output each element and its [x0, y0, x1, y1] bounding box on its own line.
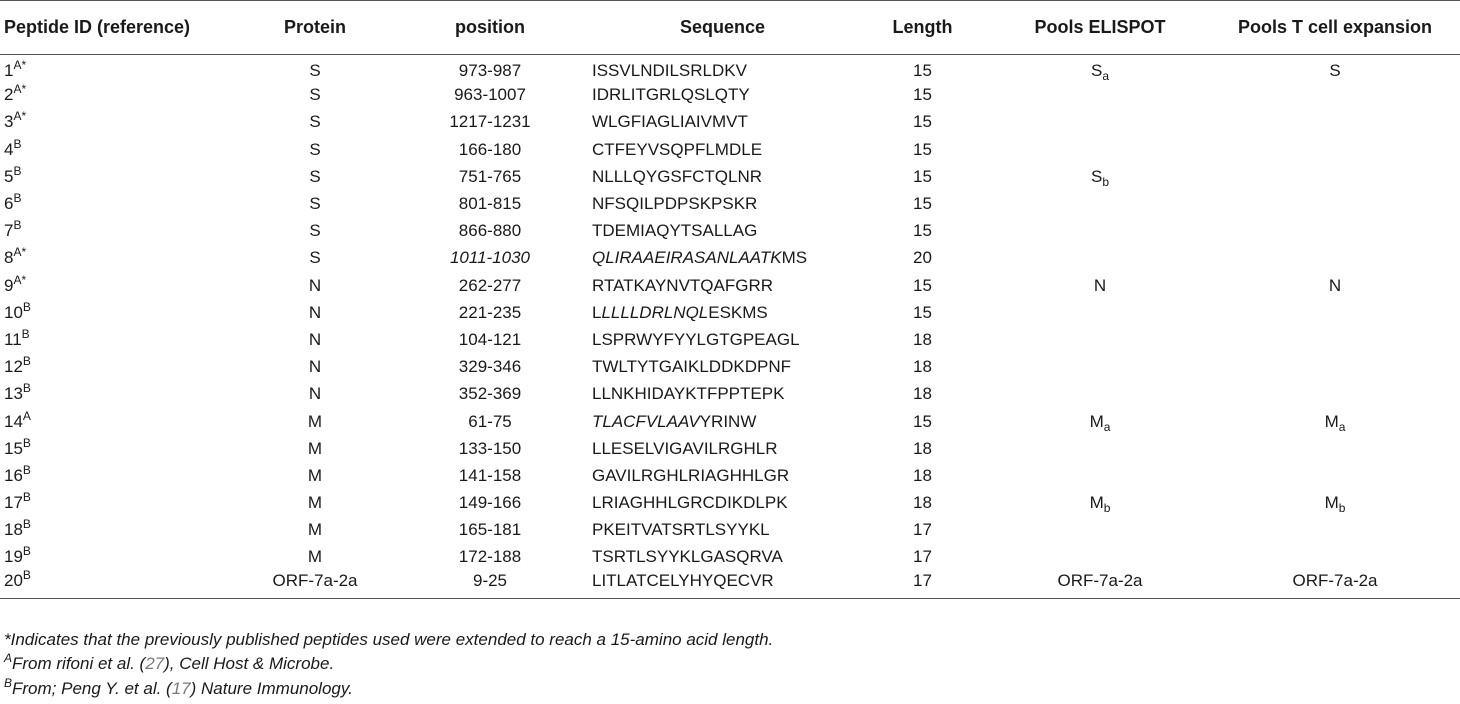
header-pools-t-cell-expansion: Pools T cell expansion [1210, 1, 1460, 55]
cell-pools-expansion [1210, 245, 1460, 272]
cell-peptide-id [0, 245, 240, 272]
cell-length: 18 [913, 384, 932, 404]
cell-peptide-id [0, 109, 240, 136]
peptide-id: 4 [4, 139, 14, 159]
cell-length: 15 [913, 194, 932, 214]
cell-protein: S [309, 248, 321, 268]
cell-position: 172-188 [458, 547, 522, 567]
footnote-a-ref-link[interactable]: 27 [145, 654, 165, 673]
cell-pools-elispot [990, 218, 1210, 245]
cell-pools-expansion [1210, 272, 1460, 299]
cell-sequence [590, 517, 855, 544]
cell-position: 61-75 [468, 411, 512, 431]
cell-pools-elispot [990, 82, 1210, 109]
cell-protein: S [309, 194, 321, 214]
sequence-text: LLESELVIGAVILRGHLR [592, 438, 778, 458]
pool-label: N [1093, 275, 1107, 295]
peptide-id: 20 [4, 571, 23, 591]
pool-label: M [1089, 411, 1104, 431]
cell-peptide-id [0, 326, 240, 353]
peptide-id: 3 [4, 112, 14, 132]
peptide-id: 11 [4, 329, 22, 349]
cell-position: 963-1007 [454, 85, 526, 105]
pool-label: M [1089, 493, 1104, 513]
table-row [0, 571, 1460, 598]
cell-position: 221-235 [458, 302, 522, 322]
cell-position: 9-25 [390, 571, 590, 598]
cell-pools-elispot [990, 55, 1210, 82]
reference-marker: B [22, 517, 31, 532]
reference-marker: B [13, 163, 22, 178]
cell-pools-elispot [990, 435, 1210, 462]
cell-length: 17 [913, 547, 932, 567]
peptide-id: 13 [4, 384, 23, 404]
cell-length: 17 [913, 520, 932, 540]
table-header [0, 1, 1460, 55]
table-row [0, 462, 1460, 489]
table-row [0, 408, 1460, 435]
pool-label: S [1090, 61, 1103, 81]
cell-pools-expansion [1210, 299, 1460, 326]
cell-pools-elispot [990, 163, 1210, 190]
cell-length: 18 [913, 465, 932, 485]
cell-length: 18 [913, 493, 932, 513]
cell-sequence [590, 272, 855, 299]
table-row [0, 136, 1460, 163]
sequence-text: MS [781, 248, 808, 268]
reference-marker: B [13, 218, 22, 233]
footnote-a-marker: A [4, 651, 13, 665]
header-peptide-id: Peptide ID (reference) [0, 1, 240, 55]
cell-pools-elispot [990, 462, 1210, 489]
cell-sequence [590, 490, 855, 517]
peptide-id: 17 [4, 493, 23, 513]
cell-length: 18 [913, 357, 932, 377]
cell-peptide-id [0, 544, 240, 571]
cell-protein: N [308, 302, 322, 322]
cell-position: 141-158 [458, 465, 522, 485]
cell-sequence [590, 408, 855, 435]
table-row [0, 517, 1460, 544]
cell-position: 1217-1231 [449, 112, 531, 132]
cell-sequence [590, 462, 855, 489]
peptide-id: 15 [4, 438, 23, 458]
cell-pools-expansion [1210, 435, 1460, 462]
cell-peptide-id [0, 55, 240, 82]
reference-marker: A [22, 408, 31, 423]
sequence-text: LSPRWYFYYLGTGPEAGL [592, 329, 800, 349]
peptide-id: 19 [4, 547, 23, 567]
sequence-text: TSRTLSYYKLGASQRVA [592, 547, 783, 567]
pool-subscript: b [1338, 501, 1346, 516]
table-row [0, 109, 1460, 136]
cell-protein: M [307, 411, 323, 431]
sequence-text: CTFEYVSQPFLMDLE [592, 139, 763, 159]
reference-marker: A* [13, 82, 27, 97]
cell-position: 133-150 [458, 438, 522, 458]
cell-position: 165-181 [458, 520, 522, 540]
cell-protein: S [309, 61, 321, 81]
peptide-id: 10 [4, 302, 23, 322]
peptide-id: 5 [4, 166, 14, 186]
reference-marker: A* [13, 272, 27, 287]
cell-protein: M [307, 493, 323, 513]
sequence-italic-part: QLIRAAEIRASANLAATK [592, 248, 782, 268]
peptide-id: 16 [4, 465, 23, 485]
cell-pools-expansion [1210, 408, 1460, 435]
reference-marker: B [22, 568, 31, 583]
cell-pools-expansion [1210, 462, 1460, 489]
cell-pools-expansion [1210, 381, 1460, 408]
reference-marker: B [22, 544, 31, 559]
cell-protein: M [307, 547, 323, 567]
cell-peptide-id [0, 82, 240, 109]
sequence-italic-part: LLLLDRLNQL [601, 302, 709, 322]
cell-position: 262-277 [458, 275, 522, 295]
peptide-id: 6 [4, 194, 14, 214]
table-row [0, 190, 1460, 217]
cell-position: 352-369 [458, 384, 522, 404]
cell-pools-elispot [990, 571, 1210, 598]
cell-pools-expansion [1210, 354, 1460, 381]
header-pools-elispot: Pools ELISPOT [990, 1, 1210, 55]
cell-protein: N [308, 384, 322, 404]
peptide-id: 7 [4, 221, 14, 241]
peptide-id: 2 [4, 85, 14, 105]
pool-label: M [1324, 493, 1339, 513]
cell-peptide-id [0, 163, 240, 190]
cell-sequence [590, 354, 855, 381]
reference-marker: B [13, 136, 22, 151]
cell-length: 15 [913, 411, 932, 431]
cell-position: 751-765 [458, 166, 522, 186]
cell-pools-elispot [990, 490, 1210, 517]
sequence-prefix: L [592, 302, 602, 322]
sequence-text: LRIAGHHLGRCDIKDLPK [592, 493, 788, 513]
sequence-text: GAVILRGHLRIAGHHLGR [592, 465, 790, 485]
table-row [0, 245, 1460, 272]
cell-sequence [590, 218, 855, 245]
reference-marker: B [22, 299, 31, 314]
cell-position: 149-166 [458, 493, 522, 513]
cell-pools-elispot [990, 299, 1210, 326]
pool-subscript: b [1103, 501, 1111, 516]
cell-protein: S [309, 221, 321, 241]
sequence-text: LLNKHIDAYKTFPPTEPK [592, 384, 785, 404]
cell-pools-elispot [990, 190, 1210, 217]
pool-label: N [1328, 275, 1342, 295]
reference-marker: B [13, 191, 22, 206]
peptide-id: 12 [4, 357, 23, 377]
cell-pools-elispot [990, 245, 1210, 272]
cell-protein: S [309, 85, 321, 105]
sequence-text: PKEITVATSRTLSYYKL [592, 520, 770, 540]
cell-sequence [590, 109, 855, 136]
table-row [0, 82, 1460, 109]
footnotes [4, 628, 773, 702]
footnote-a-text-end: ), Cell Host & Microbe. [164, 654, 335, 673]
cell-peptide-id [0, 435, 240, 462]
cell-length: 17 [855, 571, 990, 598]
footnote-a-text: From rifoni et al. ( [12, 654, 146, 673]
cell-position: 973-987 [458, 61, 522, 81]
cell-peptide-id [0, 190, 240, 217]
footnote-a [4, 652, 773, 677]
sequence-text: ESKMS [708, 302, 768, 322]
table-row [0, 354, 1460, 381]
table-row [0, 490, 1460, 517]
footnote-b-ref-link[interactable]: 17 [171, 679, 191, 698]
cell-length: 15 [913, 85, 932, 105]
cell-position: 104-121 [458, 329, 522, 349]
table-row [0, 544, 1460, 571]
reference-marker: B [22, 354, 31, 369]
cell-peptide-id [0, 490, 240, 517]
cell-pools-expansion [1210, 517, 1460, 544]
cell-position: 1011-1030 [449, 248, 531, 268]
table-row [0, 55, 1460, 82]
pool-label: M [1324, 411, 1339, 431]
cell-sequence [590, 299, 855, 326]
cell-protein: S [309, 139, 321, 159]
header-sequence: Sequence [590, 1, 855, 55]
cell-pools-expansion [1210, 218, 1460, 245]
cell-protein: N [308, 357, 322, 377]
cell-sequence [590, 245, 855, 272]
table-row [0, 163, 1460, 190]
cell-pools-elispot [990, 544, 1210, 571]
cell-length: 15 [913, 61, 932, 81]
cell-pools-expansion [1210, 490, 1460, 517]
cell-sequence [590, 381, 855, 408]
cell-peptide-id [0, 568, 240, 598]
cell-protein: N [308, 275, 322, 295]
cell-sequence [590, 82, 855, 109]
cell-sequence [590, 435, 855, 462]
peptide-id: 8 [4, 248, 14, 268]
cell-sequence [590, 190, 855, 217]
cell-pools-expansion [1210, 571, 1460, 598]
cell-pools-expansion [1210, 544, 1460, 571]
pool-subscript: a [1338, 419, 1346, 434]
header-protein: Protein [240, 1, 390, 55]
cell-pools-elispot [990, 517, 1210, 544]
cell-pools-expansion [1210, 326, 1460, 353]
table-body [0, 55, 1460, 599]
pool-subscript: a [1103, 419, 1111, 434]
reference-marker: B [22, 435, 31, 450]
cell-peptide-id [0, 517, 240, 544]
pool-subscript: b [1102, 174, 1110, 189]
cell-peptide-id [0, 136, 240, 163]
header-length: Length [855, 1, 990, 55]
cell-pools-expansion [1210, 55, 1460, 82]
sequence-text: ISSVLNDILSRLDKV [592, 61, 747, 81]
reference-marker: B [21, 326, 30, 341]
sequence-text: WLGFIAGLIAIVMVT [592, 112, 748, 132]
cell-peptide-id [0, 381, 240, 408]
sequence-text: LITLATCELYHYQECVR [592, 571, 774, 591]
cell-pools-expansion [1210, 190, 1460, 217]
cell-pools-elispot [990, 354, 1210, 381]
sequence-text: TDEMIAQYTSALLAG [592, 221, 758, 241]
cell-sequence [590, 544, 855, 571]
cell-protein: M [307, 438, 323, 458]
cell-peptide-id [0, 462, 240, 489]
cell-length: 15 [913, 112, 932, 132]
footnote-b-text: From; Peng Y. et al. ( [12, 679, 172, 698]
cell-pools-elispot [990, 136, 1210, 163]
sequence-text: TWLTYTGAIKLDDKDPNF [592, 357, 791, 377]
cell-pools-expansion [1210, 82, 1460, 109]
cell-protein: ORF-7a-2a [240, 571, 390, 598]
cell-pools-expansion [1210, 163, 1460, 190]
cell-length: 18 [913, 438, 932, 458]
cell-length: 18 [913, 329, 932, 349]
cell-protein: S [309, 112, 321, 132]
sequence-text: IDRLITGRLQSLQTY [592, 85, 750, 105]
cell-pools-expansion [1210, 136, 1460, 163]
cell-sequence [590, 571, 855, 598]
cell-peptide-id [0, 272, 240, 299]
pool-label: S [1090, 166, 1103, 186]
pool-subscript: a [1102, 69, 1110, 84]
sequence-text: RTATKAYNVTQAFGRR [592, 275, 774, 295]
table-row [0, 435, 1460, 462]
cell-length: 15 [913, 166, 932, 186]
sequence-italic-part: TLACFVLAAV [592, 411, 700, 431]
cell-position: 866-880 [458, 221, 522, 241]
cell-pools-elispot [990, 381, 1210, 408]
cell-length: 15 [913, 221, 932, 241]
sequence-text: NFSQILPDPSKPSKR [592, 194, 758, 214]
footnote-b-text-end: ) Nature Immunology. [190, 679, 353, 698]
table-row [0, 218, 1460, 245]
reference-marker: B [22, 381, 31, 396]
cell-sequence [590, 326, 855, 353]
footnote-b-marker: B [4, 676, 13, 690]
cell-length: 20 [913, 248, 932, 268]
cell-peptide-id [0, 218, 240, 245]
cell-length: 15 [913, 302, 932, 322]
cell-peptide-id [0, 299, 240, 326]
cell-length: 15 [913, 139, 932, 159]
cell-protein: S [309, 166, 321, 186]
sequence-text: YRINW [699, 411, 757, 431]
table-row [0, 381, 1460, 408]
cell-pools-expansion [1210, 109, 1460, 136]
cell-position: 329-346 [458, 357, 522, 377]
peptide-id: 9 [4, 275, 14, 295]
pool-label: ORF-7a-2a [1292, 571, 1378, 591]
peptide-id: 14 [4, 411, 23, 431]
cell-protein: M [307, 465, 323, 485]
cell-peptide-id [0, 408, 240, 435]
reference-marker: A* [13, 109, 27, 124]
table-row [0, 272, 1460, 299]
reference-marker: B [22, 462, 31, 477]
cell-position: 801-815 [458, 194, 522, 214]
pool-label: S [1329, 61, 1341, 81]
reference-marker: B [22, 490, 31, 505]
pool-label: ORF-7a-2a [1057, 571, 1143, 591]
cell-sequence [590, 163, 855, 190]
cell-pools-elispot [990, 326, 1210, 353]
sequence-text: NLLLQYGSFCTQLNR [592, 166, 763, 186]
peptide-id: 18 [4, 520, 23, 540]
cell-protein: N [308, 329, 322, 349]
cell-protein: M [307, 520, 323, 540]
cell-pools-elispot [990, 408, 1210, 435]
cell-peptide-id [0, 354, 240, 381]
cell-position: 166-180 [458, 139, 522, 159]
footnote-b [4, 677, 773, 702]
table-row [0, 299, 1460, 326]
footnote-star: *Indicates that the previously published peptides used were extended to reach a 15-amino acid length. [4, 630, 774, 649]
cell-sequence [590, 55, 855, 82]
cell-length: 15 [913, 275, 932, 295]
cell-pools-elispot [990, 272, 1210, 299]
peptide-id: 1 [4, 61, 14, 81]
table-row [0, 326, 1460, 353]
header-position: position [390, 1, 590, 55]
reference-marker: A* [13, 245, 27, 260]
cell-sequence [590, 136, 855, 163]
reference-marker: A* [13, 58, 27, 73]
cell-pools-elispot [990, 109, 1210, 136]
